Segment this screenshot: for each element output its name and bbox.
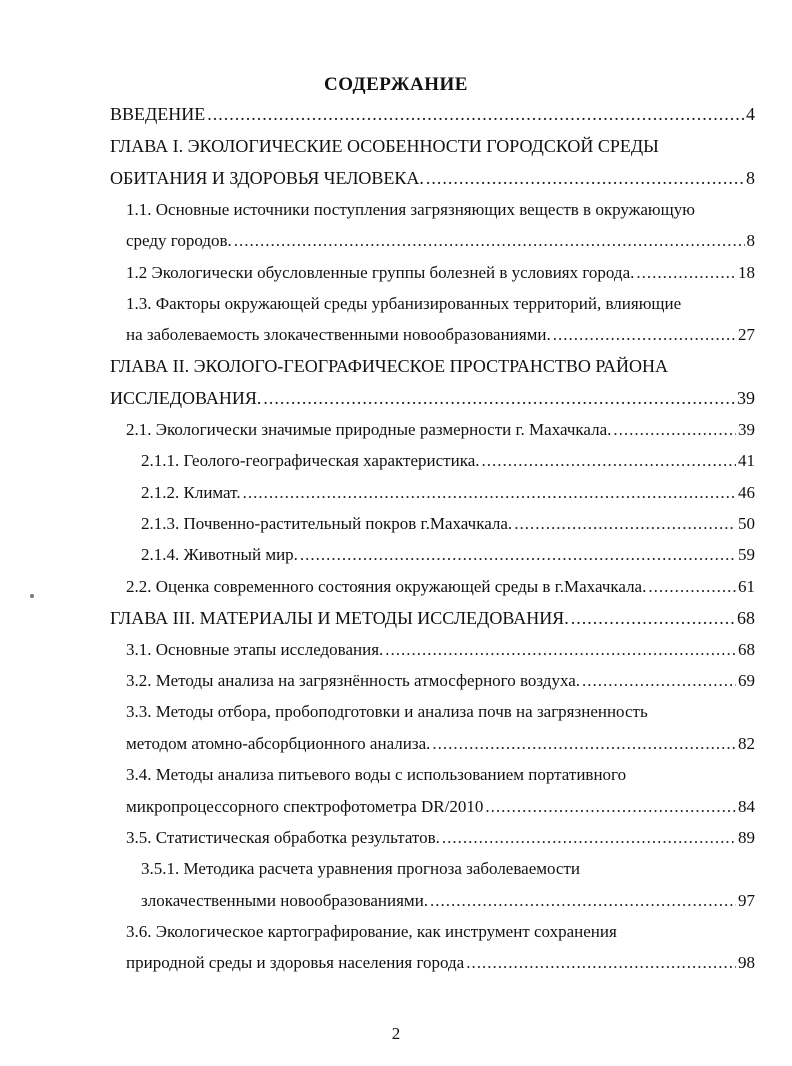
toc-entry[interactable]: 1.1. Основные источники поступления загрязняющих веществ в окружающую (126, 200, 695, 219)
toc-entry[interactable]: злокачественными новообразованиями. ..... 97 (141, 891, 755, 915)
page-number: 2 (391, 1024, 401, 1043)
toc-entry[interactable]: методом атомно-абсорбционного анализа. ..... 82 (126, 734, 755, 758)
toc-entry[interactable]: природной среды и здоровья населения города ..... 98 (126, 953, 755, 977)
toc-entry[interactable]: 3.5. Статистическая обработка результатов. ..... 89 (126, 828, 755, 852)
toc-entry[interactable]: ИССЛЕДОВАНИЯ. ..... 39 (110, 388, 755, 412)
toc-entry[interactable]: 3.3. Методы отбора, пробоподготовки и анализа почв на загрязненность (126, 702, 648, 721)
toc-entry[interactable]: ГЛАВА II. ЭКОЛОГО-ГЕОГРАФИЧЕСКОЕ ПРОСТРАНСТВО РАЙОНА (110, 356, 669, 376)
toc-entry[interactable]: ОБИТАНИЯ И ЗДОРОВЬЯ ЧЕЛОВЕКА. ..... 8 (110, 168, 755, 192)
toc-entry[interactable]: 1.2 Экологически обусловленные группы болезней в условиях города. ..... 18 (126, 263, 755, 287)
toc-entry[interactable]: 1.3. Факторы окружающей среды урбанизированных территорий, влияющие (126, 294, 682, 313)
scan-speck (30, 594, 34, 598)
toc-entry[interactable]: 2.1.4. Животный мир. ..... 59 (141, 545, 755, 569)
toc-entry[interactable]: ГЛАВА I. ЭКОЛОГИЧЕСКИЕ ОСОБЕННОСТИ ГОРОДСКОЙ СРЕДЫ (110, 136, 659, 156)
toc-entry[interactable]: 3.5.1. Методика расчета уравнения прогноза заболеваемости (141, 859, 580, 878)
toc-entry[interactable]: 3.1. Основные этапы исследования. ..... 68 (126, 640, 755, 664)
toc-entry[interactable]: 3.4. Методы анализа питьевого воды с использованием портативного (126, 765, 627, 784)
toc-entry[interactable]: среду городов. ..... 8 (126, 231, 755, 255)
toc-entry[interactable]: 2.1. Экологически значимые природные размерности г. Махачкала. ..... 39 (126, 420, 755, 444)
toc-entry[interactable]: 2.1.3. Почвенно-растительный покров г.Махачкала. ..... 50 (141, 514, 755, 538)
toc-entry[interactable]: ГЛАВА III. МАТЕРИАЛЫ И МЕТОДЫ ИССЛЕДОВАНИЯ. ..... 68 (110, 608, 755, 632)
page-title: СОДЕРЖАНИЕ (324, 74, 468, 95)
toc-entry[interactable]: ВВЕДЕНИЕ ..... 4 (110, 104, 755, 128)
toc-entry[interactable]: микропроцессорного спектрофотометра DR/2010 ..... 84 (126, 797, 755, 821)
toc-entry[interactable]: 2.1.1. Геолого-географическая характеристика. ..... 41 (141, 451, 755, 475)
toc-entry[interactable]: 3.2. Методы анализа на загрязнённость атмосферного воздуха. ..... 69 (126, 671, 755, 695)
toc-entry[interactable]: 3.6. Экологическое картографирование, как инструмент сохранения (126, 922, 617, 941)
toc-entry[interactable]: 2.1.2. Климат. ..... 46 (141, 483, 755, 507)
toc-entry[interactable]: 2.2. Оценка современного состояния окружающей среды в г.Махачкала. ..... 61 (126, 577, 755, 601)
toc-entry[interactable]: на заболеваемость злокачественными новообразованиями. ..... 27 (126, 325, 755, 349)
